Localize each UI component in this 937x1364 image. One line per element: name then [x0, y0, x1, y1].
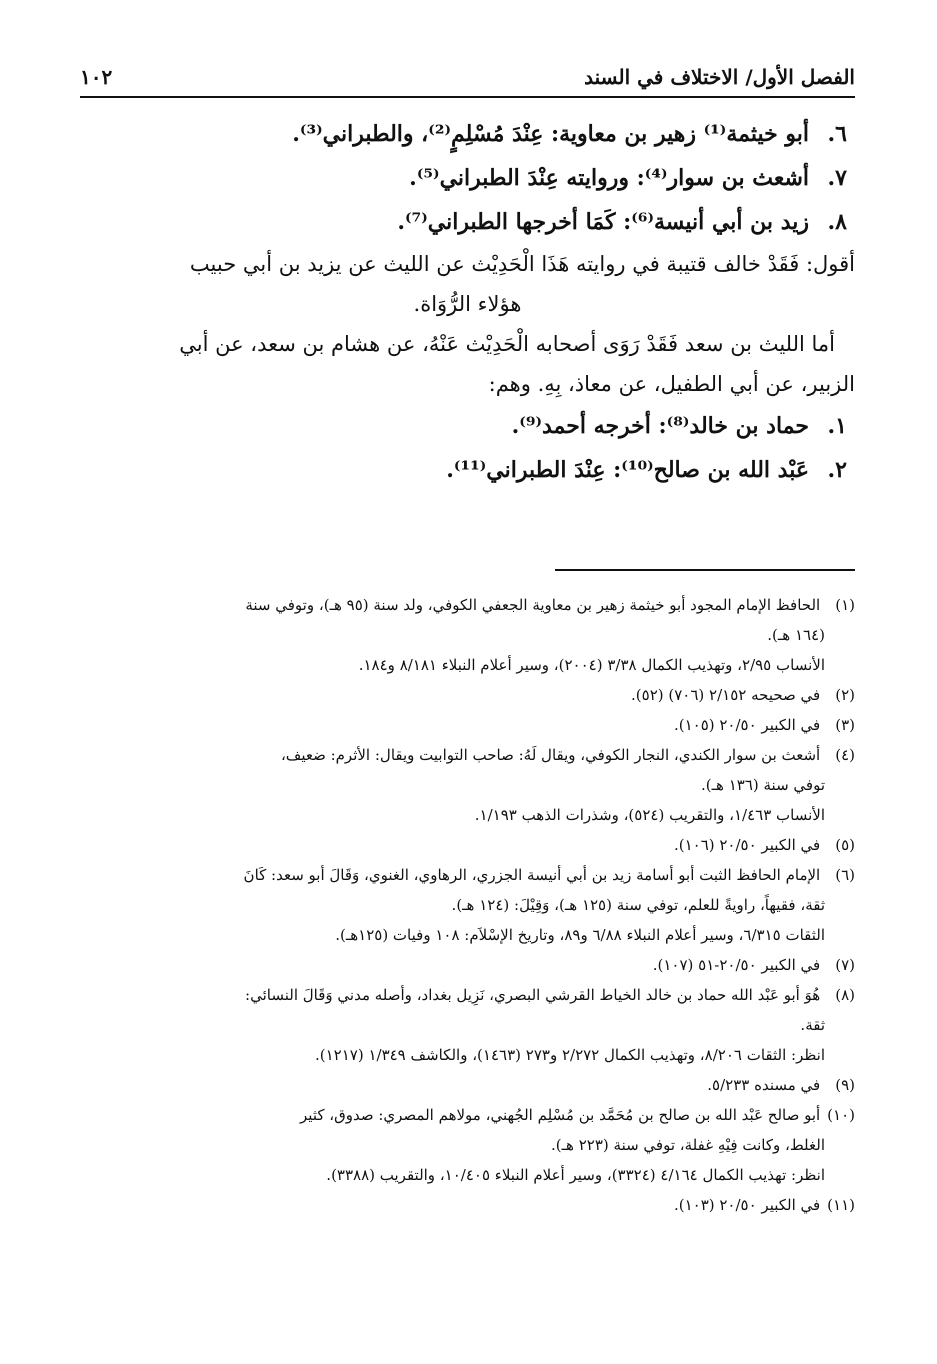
list-number: ٧.: [827, 165, 847, 191]
footnote-reference: الثقات ٦/٣١٥، وسير أعلام النبلاء ٦/٨٨ و٨٩، وتاريخ الإسْلاَم: ١٠٨ وفيات (١٢٥هـ).: [335, 926, 825, 944]
footnote-continuation: الغلط، وكانت فِيْهِ غفلة، توفي سنة (٢٢٣ هـ).: [551, 1136, 825, 1154]
footnote-reference: انظر: تهذيب الكمال ٤/١٦٤ (٣٣٢٤)، وسير أعلام النبلاء ١٠/٤٠٥، والتقريب (٣٣٨٨).: [326, 1166, 825, 1184]
footnote-text: في الكبير ٢٠/٥٠-٥١ (١٠٧).: [652, 956, 821, 974]
footnote-reference: الأنساب ٢/٩٥، وتهذيب الكمال ٣/٣٨ (٢٠٠٤)، وسير أعلام النبلاء ٨/١٨١ و١٨٤.: [358, 656, 825, 674]
list-text: أشعث بن سوار⁽⁴⁾: وروايته عِنْدَ الطبراني⁽⁵⁾.: [409, 165, 809, 191]
footnote-number: (٥): [835, 836, 855, 854]
list-number: ١.: [827, 413, 847, 439]
list-item: [80, 200, 855, 244]
paragraph: [80, 244, 855, 324]
footnote-text: في الكبير ٢٠/٥٠ (١٠٣).: [673, 1196, 821, 1214]
footnote-number: (٢): [835, 686, 855, 704]
list-text: عَبْد الله بن صالح⁽¹⁰⁾: عِنْدَ الطبراني⁽¹¹⁾.: [446, 457, 809, 483]
footnote-number: (٩): [835, 1076, 855, 1094]
list-text: أبو خيثمة⁽¹⁾ زهير بن معاوية: عِنْدَ مُسْلِمٍ⁽²⁾، والطبراني⁽³⁾.: [292, 121, 809, 147]
footnote-text: هُوَ أبو عَبْد الله حماد بن خالد الخياط القرشي البصري، نَزِيل بغداد، وأصله مدني وَقَالَ النسائي:: [245, 986, 821, 1004]
footnote-number: (١): [835, 596, 855, 614]
footnote-number: (٧): [835, 956, 855, 974]
footnote-text: الحافظ الإمام المجود أبو خيثمة زهير بن معاوية الجعفي الكوفي، ولد سنة (٩٥ هـ)، وتوفي سنة: [245, 596, 821, 614]
main-text: [80, 112, 855, 492]
footnotes: [80, 590, 855, 1220]
footnote-number: (٤): [835, 746, 855, 764]
footnote-number: (١٠): [827, 1106, 855, 1124]
footnote: [80, 740, 855, 830]
list-number: ٦.: [827, 121, 847, 147]
footnote-number: (٨): [835, 986, 855, 1004]
list-item: [80, 156, 855, 200]
list-number: ٨.: [827, 209, 847, 235]
paragraph-line: أقول: فَقَدْ خالف قتيبة في روايته هَذَا الْحَدِيْث عن الليث عن يزيد بن أبي حبيب: [189, 252, 855, 276]
footnote-continuation: (١٦٤ هـ).: [767, 626, 825, 644]
paragraph: [80, 324, 855, 404]
list-number: ٢.: [827, 457, 847, 483]
footnote-number: (٦): [835, 866, 855, 884]
footnote-text: الإمام الحافظ الثبت أبو أسامة زيد بن أبي أنيسة الجزري، الرهاوي، الغنوي، وَقَالَ أبو سعد: كَانَ: [243, 866, 821, 884]
list-item: [80, 448, 855, 492]
footnote-text: في الكبير ٢٠/٥٠ (١٠٦).: [673, 836, 821, 854]
footnote-text: في صحيحه ٢/١٥٢ (٧٠٦) (٥٢).: [631, 686, 821, 704]
footnote-text: في الكبير ٢٠/٥٠ (١٠٥).: [673, 716, 821, 734]
footnote-number: (٣): [835, 716, 855, 734]
footnote: [80, 1100, 855, 1190]
chapter-title: الفصل الأول/ الاختلاف في السند: [584, 65, 855, 89]
paragraph-line: الزبير، عن أبي الطفيل، عن معاذ، بِهِ. وهم:: [488, 372, 855, 396]
footnote: [80, 860, 855, 950]
list-item: [80, 404, 855, 448]
footnote: [80, 1070, 855, 1100]
footnote-reference: الأنساب ١/٤٦٣، والتقريب (٥٢٤)، وشذرات الذهب ١/١٩٣.: [474, 806, 825, 824]
paragraph-line: هؤلاء الرُّوَاة.: [413, 292, 522, 316]
footnote: [80, 950, 855, 980]
footnote: [80, 1190, 855, 1220]
footnote: [80, 830, 855, 860]
page-number: ١٠٢: [80, 65, 113, 89]
footnote: [80, 680, 855, 710]
footnote-text: في مسنده ٥/٢٣٣.: [707, 1076, 821, 1094]
footnote-continuation: ثقة، فقيهاً، راويةً للعلم، توفي سنة (١٢٥ هـ)، وَقِيْلَ: (١٢٤ هـ).: [451, 896, 825, 914]
list-item: [80, 112, 855, 156]
footnote-number: (١١): [827, 1196, 855, 1214]
footnote-text: أبو صالح عَبْد الله بن صالح بن مُحَمَّد بن مُسْلِم الجُهني، مولاهم المصري: صدوق، كثير: [300, 1106, 821, 1124]
footnote-text: أشعث بن سوار الكندي، النجار الكوفي، ويقال لَهُ: صاحب التوابيت ويقال: الأثرم: ضعيف،: [280, 746, 821, 764]
footnote: [80, 980, 855, 1070]
footnote-reference: انظر: الثقات ٨/٢٠٦، وتهذيب الكمال ٢/٢٧٢ و٢٧٣ (١٤٦٣)، والكاشف ١/٣٤٩ (١٢١٧).: [314, 1046, 825, 1064]
footnote: [80, 590, 855, 680]
list-text: زيد بن أبي أنيسة⁽⁶⁾: كَمَا أخرجها الطبراني⁽⁷⁾.: [397, 209, 809, 235]
footnote-continuation: ثقة.: [800, 1016, 825, 1034]
running-header: [80, 58, 855, 98]
paragraph-line: أما الليث بن سعد فَقَدْ رَوَى أصحابه الْحَدِيْث عَنْهُ، عن هشام بن سعد، عن أبي: [179, 332, 835, 356]
footnote-continuation: توفي سنة (١٣٦ هـ).: [701, 776, 825, 794]
list-text: حماد بن خالد⁽⁸⁾: أخرجه أحمد⁽⁹⁾.: [511, 413, 809, 439]
footnote-divider: [555, 569, 855, 571]
footnote: [80, 710, 855, 740]
